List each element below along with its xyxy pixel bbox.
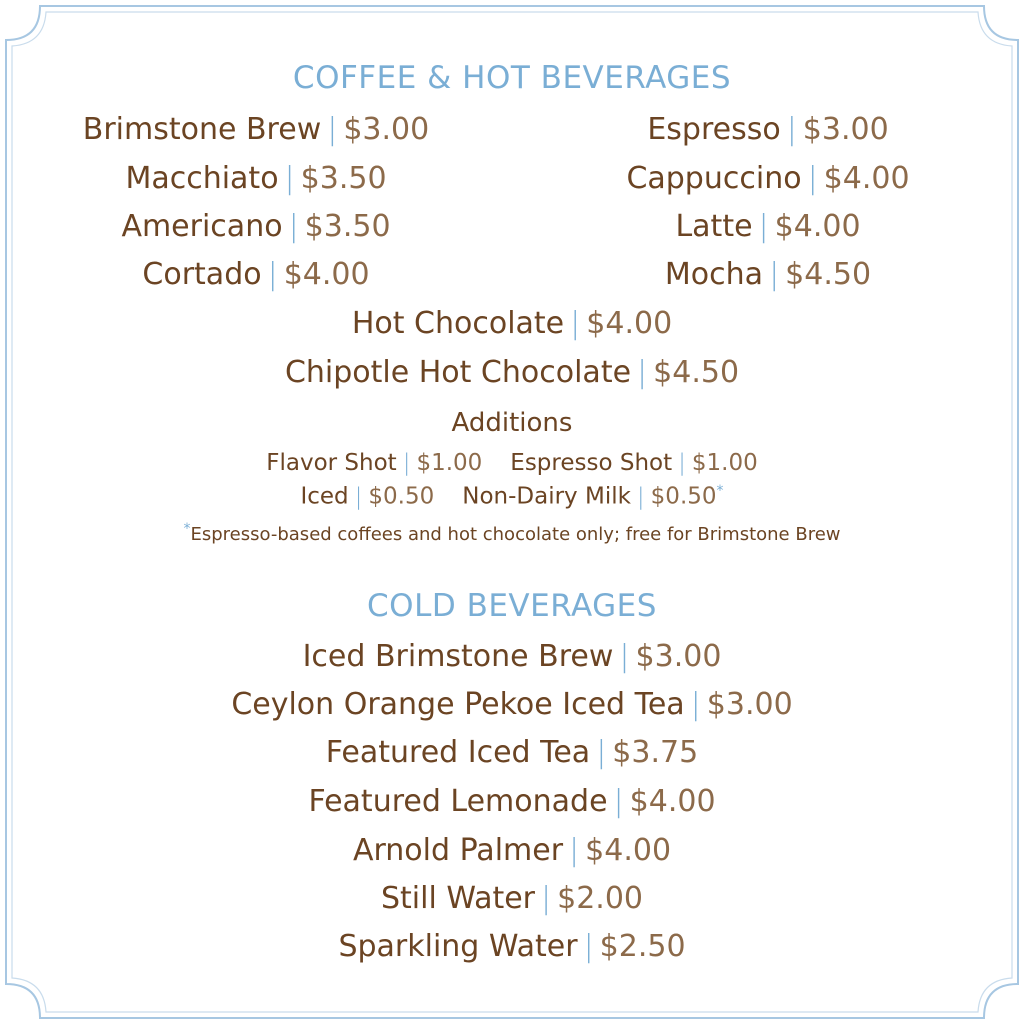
item-price: $3.00 (343, 112, 430, 147)
menu-item (0, 257, 512, 292)
menu-item (0, 881, 1024, 916)
footnote-text: Espresso-based coffees and hot chocolate only; free for Brimstone Brew (190, 524, 841, 545)
item-name: Iced Brimstone Brew (302, 639, 614, 674)
item-name: Mocha (664, 257, 764, 292)
item-name: Featured Lemonade (308, 784, 608, 819)
item-price: $4.00 (823, 161, 910, 196)
addition-name: Flavor Shot (266, 450, 397, 476)
item-price: $4.00 (586, 306, 673, 341)
item-price: $2.50 (599, 929, 686, 964)
separator: | (570, 306, 581, 341)
item-name: Arnold Palmer (352, 833, 564, 868)
addition-name: Non-Dairy Milk (462, 483, 631, 510)
menu-item (0, 784, 1024, 819)
separator: | (690, 687, 701, 722)
menu-item (0, 639, 1024, 674)
additions-row (0, 450, 1024, 476)
item-name: Macchiato (125, 161, 279, 196)
item-price: $4.00 (629, 784, 716, 819)
menu-item (0, 735, 1024, 770)
item-name: Espresso (647, 112, 781, 147)
menu-item (512, 257, 1024, 292)
menu-item (0, 687, 1024, 722)
addition-price: $0.50 (368, 483, 435, 510)
separator: | (636, 483, 645, 510)
separator: | (327, 112, 338, 147)
item-price: $4.00 (283, 257, 370, 292)
item-name: Featured Iced Tea (325, 735, 591, 770)
addition-name: Espresso Shot (510, 450, 673, 476)
item-name: Ceylon Orange Pekoe Iced Tea (231, 687, 685, 722)
footnote-marker: * (716, 483, 724, 499)
item-name: Brimstone Brew (82, 112, 322, 147)
menu-item (0, 209, 512, 244)
item-price: $4.00 (774, 209, 861, 244)
separator: | (807, 161, 818, 196)
footnote-marker: * (183, 521, 191, 537)
item-price: $2.00 (557, 881, 644, 916)
additions-title: Additions (451, 408, 573, 438)
separator: | (769, 257, 780, 292)
item-price: $3.00 (635, 639, 722, 674)
item-price: $3.75 (612, 735, 699, 770)
item-price: $3.50 (304, 209, 391, 244)
item-name: Still Water (380, 881, 536, 916)
separator: | (678, 450, 686, 476)
menu-item (0, 355, 1024, 390)
separator: | (619, 639, 630, 674)
item-name: Chipotle Hot Chocolate (284, 355, 632, 390)
addition-name: Iced (300, 483, 349, 510)
menu-item (512, 209, 1024, 244)
separator: | (284, 161, 295, 196)
separator: | (267, 257, 278, 292)
addition-price: $1.00 (691, 450, 758, 476)
separator: | (288, 209, 299, 244)
menu-item (0, 833, 1024, 868)
footnote (0, 521, 1024, 545)
separator: | (758, 209, 769, 244)
separator: | (613, 784, 624, 819)
addition-price: $1.00 (416, 450, 483, 476)
menu-item (0, 929, 1024, 964)
separator: | (637, 355, 648, 390)
separator: | (583, 929, 594, 964)
menu-item (0, 161, 512, 196)
addition-price: $0.50 (650, 483, 717, 510)
item-name: Latte (675, 209, 753, 244)
cold-beverages-heading: COLD BEVERAGES (367, 588, 657, 624)
separator: | (786, 112, 797, 147)
item-price: $3.00 (706, 687, 793, 722)
menu-item (512, 112, 1024, 147)
separator: | (541, 881, 552, 916)
item-name: Hot Chocolate (351, 306, 565, 341)
separator: | (354, 483, 363, 510)
menu-item (0, 306, 1024, 341)
item-price: $4.50 (653, 355, 740, 390)
separator: | (569, 833, 580, 868)
item-name: Americano (121, 209, 283, 244)
item-price: $3.00 (802, 112, 889, 147)
additions-row (0, 483, 1024, 510)
item-name: Cappuccino (626, 161, 802, 196)
item-price: $3.50 (300, 161, 387, 196)
item-name: Sparkling Water (338, 929, 578, 964)
item-price: $4.00 (585, 833, 672, 868)
separator: | (402, 450, 411, 476)
menu-item (0, 112, 512, 147)
hot-beverages-heading: COFFEE & HOT BEVERAGES (292, 60, 732, 96)
item-price: $4.50 (785, 257, 872, 292)
item-name: Cortado (142, 257, 262, 292)
menu-item (512, 161, 1024, 196)
separator: | (596, 735, 607, 770)
